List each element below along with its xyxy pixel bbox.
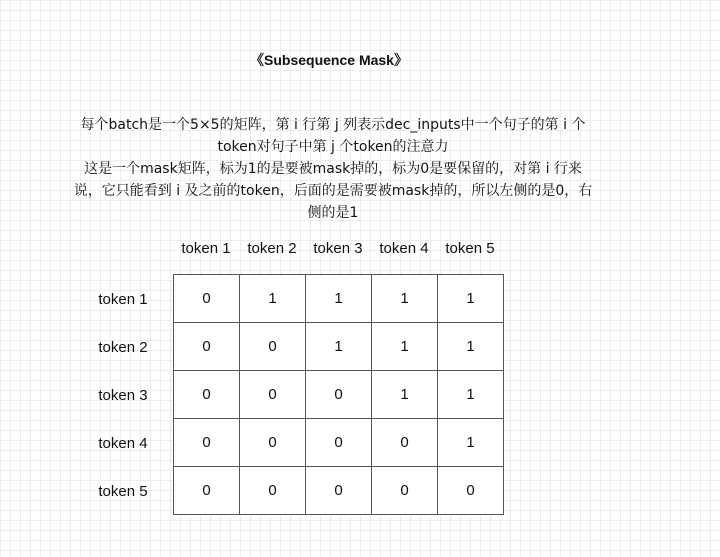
description: [20, 114, 646, 224]
matrix-cell: 0: [174, 467, 240, 515]
matrix-cell: 0: [372, 467, 438, 515]
matrix-cell: 0: [174, 275, 240, 323]
matrix-cell: 0: [240, 323, 306, 371]
matrix-cell: 1: [306, 323, 372, 371]
matrix-cell: 0: [438, 467, 504, 515]
matrix-row: [174, 371, 504, 419]
matrix-cell: 1: [372, 323, 438, 371]
matrix-cell: 1: [240, 275, 306, 323]
column-header: token 4: [379, 240, 429, 257]
description-line: token对句子中第 j 个token的注意力: [217, 139, 449, 155]
row-header: token 1: [98, 291, 148, 308]
matrix-cell: 0: [174, 419, 240, 467]
column-header: token 5: [445, 240, 495, 257]
mask-matrix: [173, 274, 504, 515]
column-header: token 1: [181, 240, 231, 257]
row-header: token 5: [98, 483, 148, 500]
matrix-cell: 1: [372, 275, 438, 323]
matrix-cell: 0: [306, 371, 372, 419]
matrix-row: [174, 275, 504, 323]
matrix-cell: 0: [240, 371, 306, 419]
matrix-cell: 1: [306, 275, 372, 323]
description-line: 这是一个mask矩阵，标为1的是要被mask掉的，标为0是要保留的，对第 i 行来: [84, 161, 582, 177]
matrix-cell: 0: [174, 323, 240, 371]
row-header: token 4: [98, 435, 148, 452]
matrix-cell: 1: [438, 419, 504, 467]
description-line: 每个batch是一个5×5的矩阵，第 i 行第 j 列表示dec_inputs中一个句子的第 i 个: [80, 117, 586, 133]
matrix-cell: 1: [438, 275, 504, 323]
matrix-row: [174, 419, 504, 467]
matrix-row: [174, 467, 504, 515]
matrix-cell: 0: [240, 467, 306, 515]
matrix-cell: 0: [306, 419, 372, 467]
matrix-cell: 0: [174, 371, 240, 419]
row-header: token 2: [98, 339, 148, 356]
matrix-row: [174, 323, 504, 371]
description-line: 侧的是1: [307, 205, 359, 221]
diagram-title: 《Subsequence Mask》: [250, 52, 408, 68]
description-line: 说，它只能看到 i 及之前的token，后面的是需要被mask掉的，所以左侧的是0，右: [73, 183, 593, 199]
column-header: token 3: [313, 240, 363, 257]
matrix-cell: 0: [240, 419, 306, 467]
column-header: token 2: [247, 240, 297, 257]
row-header: token 3: [98, 387, 148, 404]
matrix-cell: 1: [372, 371, 438, 419]
matrix-cell: 1: [438, 371, 504, 419]
matrix-cell: 0: [306, 467, 372, 515]
matrix-cell: 0: [372, 419, 438, 467]
matrix-cell: 1: [438, 323, 504, 371]
column-headers: [173, 240, 513, 260]
